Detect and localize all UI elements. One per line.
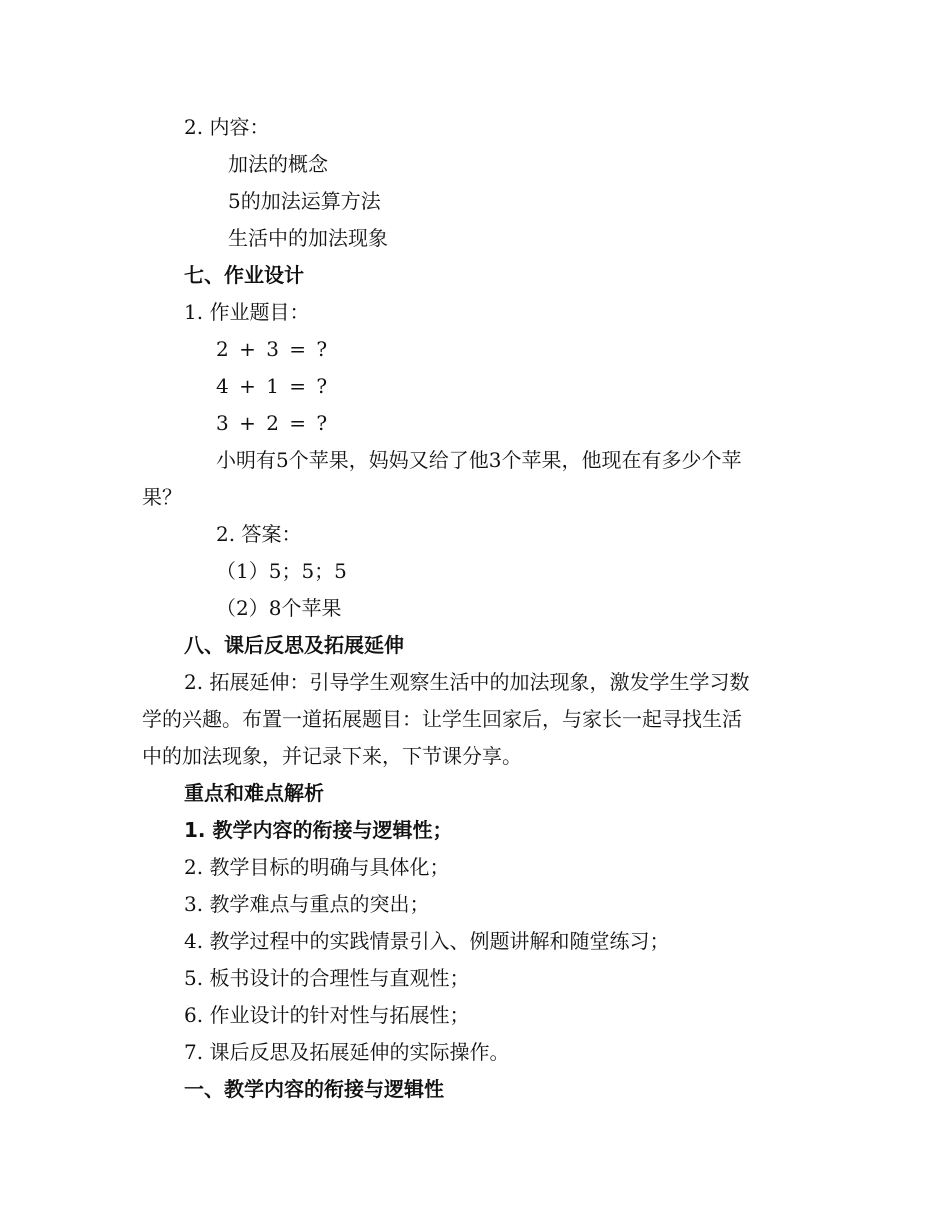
answer-item: （2）8个苹果 <box>216 596 342 620</box>
key-point-item: 4. 教学过程中的实践情景引入、例题讲解和随堂练习； <box>184 929 670 953</box>
homework-word-problem: 小明有5个苹果，妈妈又给了他3个苹果，他现在有多少个苹 <box>216 448 742 472</box>
homework-heading: 1. 作业题目： <box>184 300 310 324</box>
key-point-item: 3. 教学难点与重点的突出； <box>184 892 430 916</box>
key-point-item: 2. 教学目标的明确与具体化； <box>184 855 450 879</box>
homework-question: 3 + 2 = ? <box>216 411 330 435</box>
section-heading-reflection: 八、课后反思及拓展延伸 <box>184 633 404 657</box>
content-item: 生活中的加法现象 <box>228 226 388 250</box>
homework-question: 2 + 3 = ? <box>216 337 330 361</box>
key-point-item: 7. 课后反思及拓展延伸的实际操作。 <box>184 1040 510 1064</box>
answer-item: （1）5；5；5 <box>216 559 347 583</box>
key-point-item: 5. 板书设计的合理性与直观性； <box>184 966 470 990</box>
answer-heading: 2. 答案： <box>216 522 302 546</box>
section-heading-content-logic: 一、教学内容的衔接与逻辑性 <box>184 1077 444 1101</box>
homework-word-problem-cont: 果？ <box>142 485 182 509</box>
key-points-heading: 重点和难点解析 <box>184 781 324 805</box>
extension-paragraph: 2. 拓展延伸：引导学生观察生活中的加法现象，激发学生学习数 <box>184 670 750 694</box>
content-item: 5的加法运算方法 <box>228 189 381 213</box>
section-heading-homework: 七、作业设计 <box>184 263 304 287</box>
content-heading: 2. 内容： <box>184 115 270 139</box>
extension-paragraph: 学的兴趣。布置一道拓展题目：让学生回家后，与家长一起寻找生活 <box>142 707 742 731</box>
extension-paragraph: 中的加法现象，并记录下来，下节课分享。 <box>142 744 522 768</box>
key-point-item: 6. 作业设计的针对性与拓展性； <box>184 1003 470 1027</box>
content-item: 加法的概念 <box>228 152 328 176</box>
homework-question: 4 + 1 = ? <box>216 374 330 398</box>
key-point-item: 1. 教学内容的衔接与逻辑性； <box>184 818 453 842</box>
